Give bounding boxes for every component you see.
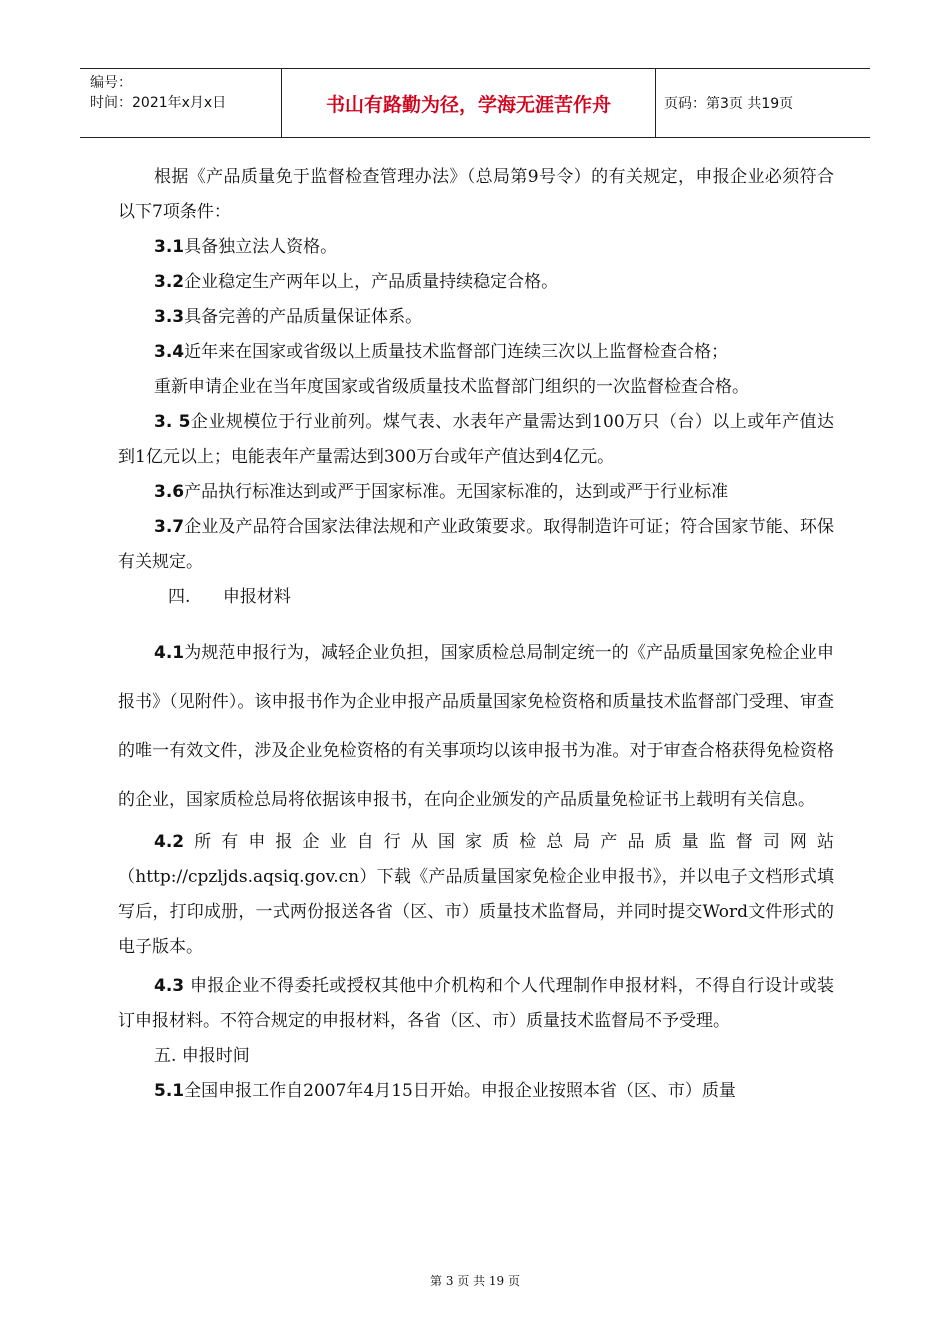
reapply-paragraph: 重新申请企业在当年度国家或省级质量技术监督部门组织的一次监督检查合格。 <box>154 377 749 397</box>
condition-3-3 <box>118 300 834 335</box>
header-page-info: 页码：第3页 共19页 <box>664 96 794 112</box>
condition-text: 近年来在国家或省级以上质量技术监督部门连续三次以上监督检查合格； <box>184 342 729 362</box>
condition-number: 3.4 <box>154 342 185 362</box>
material-4-3 <box>118 969 834 1039</box>
time-5-1 <box>118 1074 834 1109</box>
material-text: 申报企业不得委托或授权其他中介机构和个人代理制作申报材料，不得自行设计或装订申报材料。不符合规定的申报材料，各省（区、市）质量技术监督局不予受理。 <box>118 976 834 1031</box>
page-footer: 第 3 页 共 19 页 <box>430 1274 520 1288</box>
condition-3-7 <box>118 510 834 580</box>
intro-paragraph: 根据《产品质量免于监督检查管理办法》（总局第9号令）的有关规定，申报企业必须符合以下7项条件： <box>118 167 834 222</box>
condition-number: 3.7 <box>154 517 185 537</box>
section-4-heading: 四. 申报材料 <box>168 587 291 607</box>
condition-3-1 <box>118 230 834 265</box>
condition-number: 3. 5 <box>154 412 191 432</box>
material-number: 4.1 <box>154 643 185 663</box>
page-header <box>80 68 870 138</box>
condition-3-4 <box>118 335 834 370</box>
condition-number: 3.6 <box>154 482 185 502</box>
document-number-label: 编号： <box>90 75 132 91</box>
condition-number: 3.3 <box>154 307 185 327</box>
condition-text: 企业稳定生产两年以上，产品质量持续稳定合格。 <box>184 272 559 292</box>
condition-text: 具备独立法人资格。 <box>184 237 338 257</box>
time-number: 5.1 <box>154 1081 185 1101</box>
header-meta <box>80 69 282 137</box>
condition-number: 3.2 <box>154 272 185 292</box>
condition-3-2 <box>118 265 834 300</box>
section-5-heading: 五. 申报时间 <box>154 1046 250 1066</box>
condition-text: 企业及产品符合国家法律法规和产业政策要求。取得制造许可证；符合国家节能、环保有关规定。 <box>118 517 834 572</box>
condition-text: 具备完善的产品质量保证体系。 <box>184 307 423 327</box>
material-4-1 <box>118 629 834 825</box>
material-text: 所有申报企业自行从国家质检总局产品质量监督司网站（http://cpzljds.aqsiq.gov.cn）下载《产品质量国家免检企业申报书》，并以电子文档形式填写后，打印成册，一式两份报送各省（区、市）质量技术监督局，并同时提交Word文件形式的电子版本。 <box>118 832 834 957</box>
condition-number: 3.1 <box>154 237 185 257</box>
document-time-label: 时间：2021年x月x日 <box>90 95 227 111</box>
material-number: 4.2 <box>154 832 185 852</box>
condition-3-6 <box>118 475 834 510</box>
time-text: 全国申报工作自2007年4月15日开始。申报企业按照本省（区、市）质量 <box>184 1081 736 1101</box>
material-text: 为规范申报行为，减轻企业负担，国家质检总局制定统一的《产品质量国家免检企业申报书》（见附件）。该申报书作为企业申报产品质量国家免检资格和质量技术监督部门受理、审查的唯一有效文件，涉及企业免检资格的有关事项均以该申报书为准。对于审查合格获得免检资格的企业，国家质检总局将依据该申报书，在向企业颁发的产品质量免检证书上载明有关信息。 <box>118 643 834 810</box>
condition-text: 产品执行标准达到或严于国家标准。无国家标准的，达到或严于行业标准 <box>184 482 729 502</box>
material-4-2 <box>118 825 834 965</box>
condition-text: 企业规模位于行业前列。煤气表、水表年产量需达到100万只（台）以上或年产值达到1亿元以上；电能表年产量需达到300万台或年产值达到4亿元。 <box>118 412 834 467</box>
material-number: 4.3 <box>154 976 185 996</box>
condition-3-5 <box>118 405 834 475</box>
document-body <box>118 160 834 1109</box>
header-motto: 书山有路勤为径，学海无涯苦作舟 <box>282 69 656 137</box>
